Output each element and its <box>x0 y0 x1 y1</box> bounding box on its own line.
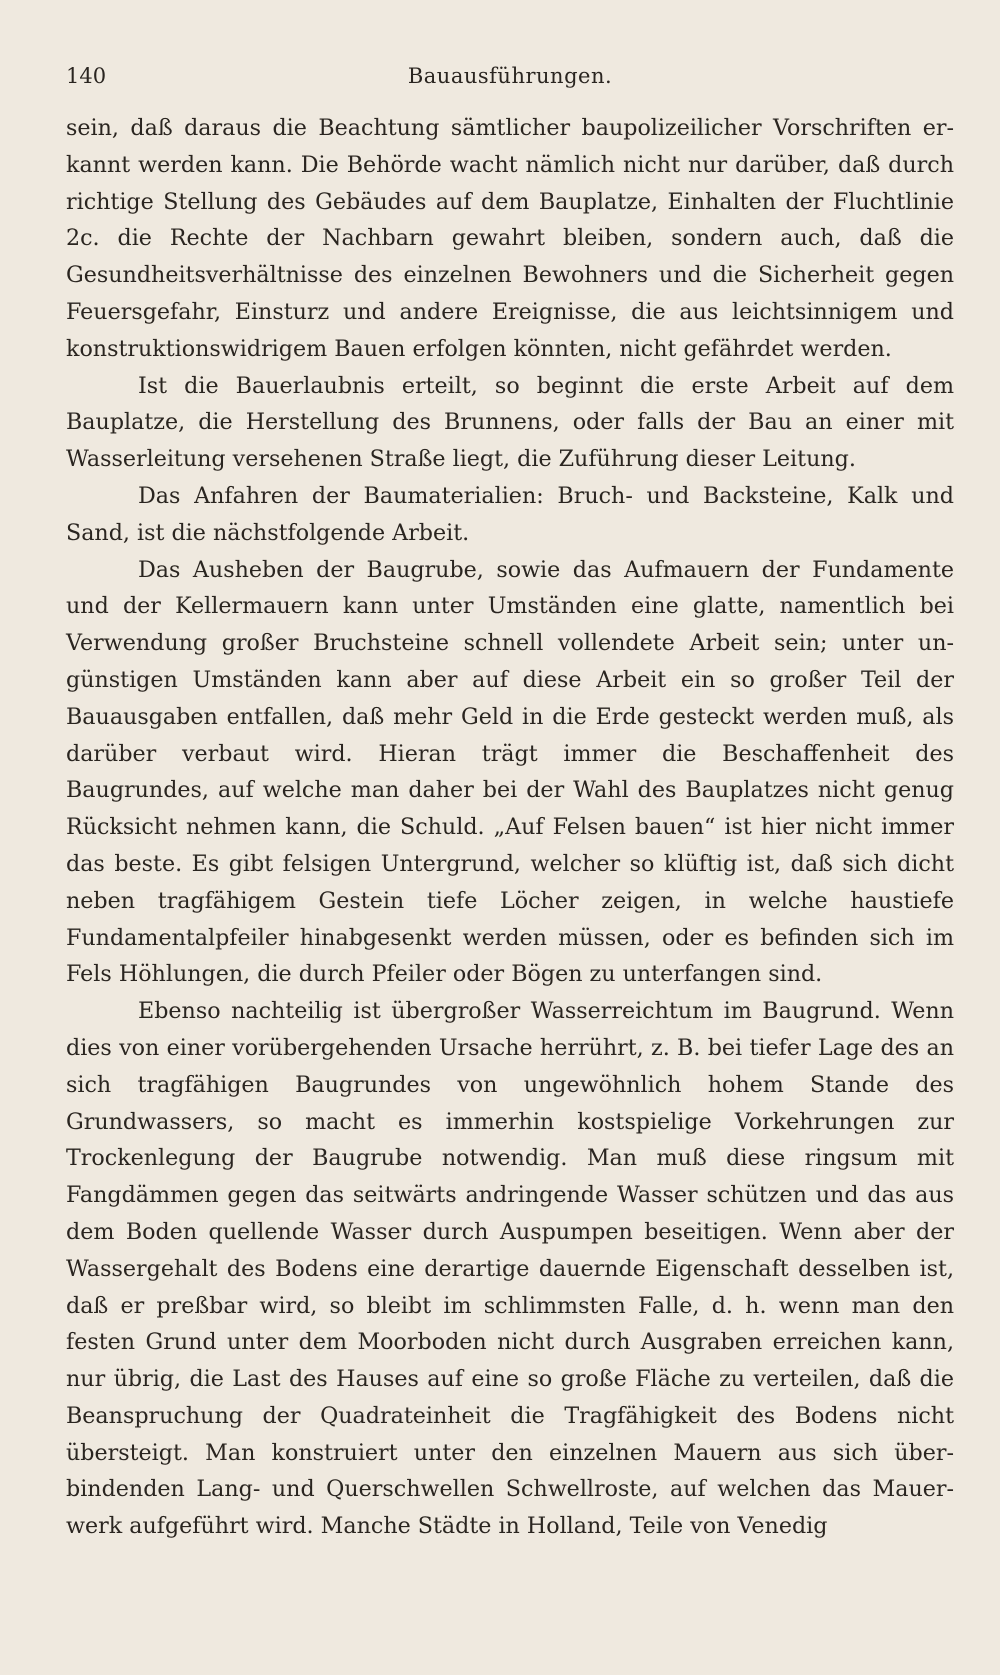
page-number: 140 <box>66 64 107 88</box>
paragraph: Ebenso nachteilig ist übergroßer Wasserreichtum im Baugrund. Wenn dies von einer vorübergehenden Ursache herrührt, z. B. bei tiefer Lage des an sich tragfähigen Baugrundes von ungewöhnlich hohem Stande des Grundwassers, so macht es immerhin kostspielige Vorkehrungen zur Trockenlegung der Baugrube notwendig. Man muß diese ringsum mit Fangdämmen gegen das seitwärts andringende Wasser schützen und das aus dem Boden quellende Wasser durch Auspumpen beseitigen. Wenn aber der Wassergehalt des Bodens eine derartige dauernde Eigenschaft desselben ist, daß er preßbar wird, so bleibt im schlimmsten Falle, d. h. wenn man den festen Grund unter dem Moorboden nicht durch Ausgraben erreichen kann, nur übrig, die Last des Hauses auf eine so große Fläche zu verteilen, daß die Beanspruchung der Quadrateinheit die Tragfähigkeit des Bodens nicht übersteigt. Man konstruiert unter den einzelnen Mauern aus sich überbindenden Lang- und Querschwellen Schwellroste, auf welchen das Mauerwerk aufgeführt wird. Manche Städte in Holland, Teile von Venedig <box>66 998 954 1540</box>
body-text <box>66 110 954 1545</box>
paragraph: Ist die Bauerlaubnis erteilt, so beginnt die erste Arbeit auf dem Bauplatze, die Herstellung des Brunnens, oder falls der Bau an einer mit Wasserleitung versehenen Straße liegt, die Zuführung dieser Leitung. <box>66 372 954 473</box>
page-header <box>66 56 954 96</box>
paragraph: Das Anfahren der Baumaterialien: Bruch- und Backsteine, Kalk und Sand, ist die nächstfolgende Arbeit. <box>66 482 954 546</box>
paragraph: Das Ausheben der Baugrube, sowie das Aufmauern der Fundamente und der Kellermauern kann unter Umständen eine glatte, namentlich bei Verwendung großer Bruchsteine schnell vollendete Arbeit sein; unter ungünstigen Umständen kann aber auf diese Arbeit ein so großer Teil der Bauausgaben entfallen, daß mehr Geld in die Erde gesteckt werden muß, als darüber verbaut wird. Hieran trägt immer die Beschaffenheit des Baugrundes, auf welche man daher bei der Wahl des Bauplatzes nicht genug Rücksicht nehmen kann, die Schuld. „Auf Felsen bauen“ ist hier nicht immer das beste. Es gibt felsigen Untergrund, welcher so klüftig ist, daß sich dicht neben tragfähigem Gestein tiefe Löcher zeigen, in welche haustiefe Fundamentalpfeiler hinabgesenkt werden müssen, oder es befinden sich im Fels Höhlungen, die durch Pfeiler oder Bögen zu unterfangen sind. <box>66 556 954 988</box>
running-title: Bauausführungen. <box>407 64 613 88</box>
paragraph: sein, daß daraus die Beachtung sämtlicher baupolizeilicher Vorschriften erkannt werden kann. Die Behörde wacht nämlich nicht nur darüber, daß durch richtige Stellung des Gebäudes auf dem Bauplatze, Einhalten der Fluchtlinie 2c. die Rechte der Nachbarn gewahrt bleiben, sondern auch, daß die Gesundheitsverhältnisse des einzelnen Bewohners und die Sicherheit gegen Feuersgefahr, Einsturz und andere Ereignisse, die aus leichtsinnigem und konstruktionswidrigem Bauen erfolgen könnten, nicht gefährdet werden. <box>66 115 954 362</box>
